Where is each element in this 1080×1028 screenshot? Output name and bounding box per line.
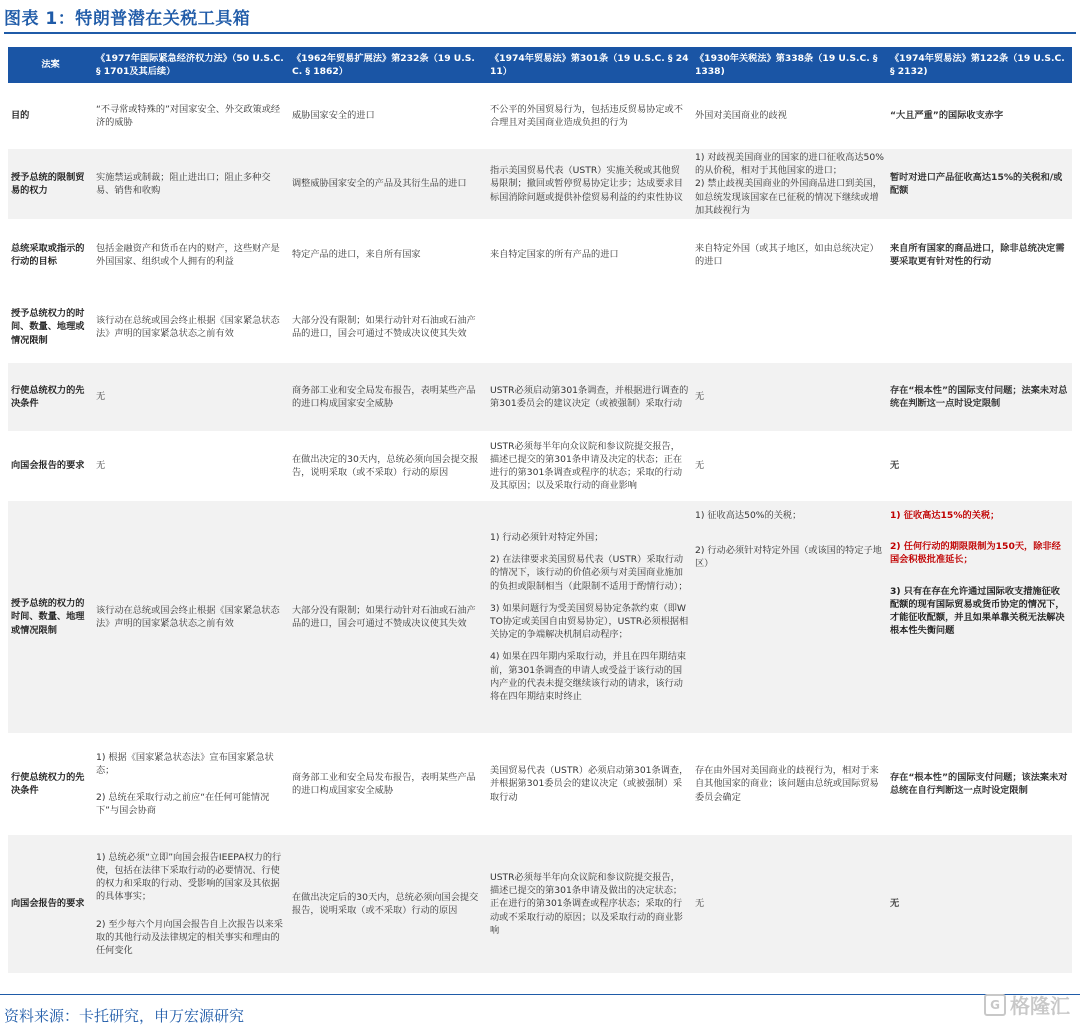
table-cell — [487, 291, 692, 363]
table-cell: 实施禁运或制裁；阻止进出口；阻止多种交易、销售和收购 — [93, 149, 289, 219]
header-cell: 《1962年贸易扩展法》第232条（19 U.S.C. § 1862） — [289, 47, 487, 83]
table-cell: 无 — [692, 363, 887, 431]
cell-line: 1) 对歧视美国商业的国家的进口征收高达50%的从价税，相对于其他国家的进口； 2) 禁止歧视美国商业的外国商品进口到美国，如总统发现该国家在已征税的情况下继续或增加其歧视行为 — [695, 152, 884, 216]
table-cell — [93, 733, 289, 835]
row-label: 目的 — [8, 83, 93, 149]
cell-paragraph: 1) 行动必须针对特定外国； — [490, 531, 604, 543]
cell-paragraph: 3) 只有在存在允许通过国际收支措施征收配额的现有国际贸易或货币协定的情况下，才能征收配额，并且如果单靠关税无法解决根本性失衡问题 — [890, 585, 1065, 637]
table-cell: 特定产品的进口，来自所有国家 — [289, 219, 487, 291]
table-cell — [487, 501, 692, 733]
table-row — [8, 83, 1072, 149]
cell-paragraph: 1) 征收高达15%的关税； — [890, 510, 1000, 522]
table-cell: 外国对美国商业的歧视 — [692, 83, 887, 149]
row-label: 向国会报告的要求 — [8, 835, 93, 973]
header-cell: 《1977年国际紧急经济权力法》（50 U.S.C. § 1701及其后续） — [93, 47, 289, 83]
cell-paragraph: 2) 在法律要求美国贸易代表（USTR）采取行动的情况下，该行动的价值必须与对美国商业施加的负担或限制相当（此限制不适用于酌情行动）； — [490, 554, 688, 592]
table-cell — [93, 835, 289, 973]
table-cell: 包括金融资产和货币在内的财产，这些财产是外国国家、组织或个人拥有的利益 — [93, 219, 289, 291]
row-label: 总统采取或指示的行动的目标 — [8, 219, 93, 291]
table-cell — [692, 291, 887, 363]
table-cell: “大且严重”的国际收支赤字 — [887, 83, 1072, 149]
table-cell: USTR必须启动第301条调查，并根据进行调查的第301委员会的建议决定（或被强制）采取行动 — [487, 363, 692, 431]
row-label: 行使总统权力的先决条件 — [8, 363, 93, 431]
cell-paragraph: 4) 如果在四年期内采取行动，并且在四年期结束前，第301条调查的申请人或受益于该行动的国内产业的代表未提交继续该行动的请求，该行动将在四年期结束时终止 — [490, 651, 687, 702]
table-cell: 无 — [692, 835, 887, 973]
row-label: 授予总统的限制贸易的权力 — [8, 149, 93, 219]
table-row — [8, 149, 1072, 219]
table-cell — [887, 501, 1072, 733]
cell-paragraph: 2) 至少每六个月向国会报告自上次报告以来采取的其他行动及法律规定的相关事实和理由的任何变化 — [96, 918, 283, 957]
cell-paragraph: 2) 总统在采取行动之前应“在任何可能情况下”与国会协商 — [96, 792, 270, 817]
table-cell: 商务部工业和安全局发布报告，表明某些产品的进口构成国家安全威胁 — [289, 733, 487, 835]
table-cell: 美国贸易代表（USTR）必须启动第301条调查，并根据第301委员会的建议决定（或被强制）采取行动 — [487, 733, 692, 835]
header-cell: 《1930年关税法》第338条（19 U.S.C. § 1338) — [692, 47, 887, 83]
header-cell: 法案 — [8, 47, 93, 83]
cell-paragraph: 2) 行动必须针对特定外国（或该国的特定子地区） — [695, 545, 882, 570]
logo-icon: G — [984, 994, 1006, 1016]
table-cell: 大部分没有限制；如果行动针对石油或石油产品的进口，国会可通过不赞成决议使其失效 — [289, 501, 487, 733]
cell-paragraph: 1) 根据《国家紧急状态法》宣布国家紧急状态； — [96, 751, 274, 776]
table-cell: 指示美国贸易代表（USTR）实施关税或其他贸易限制；撤回或暂停贸易协定让步；达成要求目标国消除问题或提供补偿贸易利益的约束性协议 — [487, 149, 692, 219]
cell-paragraph: 2) 任何行动的期限限制为150天，除非经国会积极批准延长； — [890, 541, 1061, 566]
table-cell: 不公平的外国贸易行为，包括违反贸易协定或不合理且对美国商业造成负担的行为 — [487, 83, 692, 149]
row-label: 向国会报告的要求 — [8, 431, 93, 501]
cell-paragraph: 1) 总统必须“立即”向国会报告IEEPA权力的行使，包括在法律下采取行动的必要情况、行使的权力和采取的行动、受影响的国家及其依据的具体事实； — [96, 851, 282, 903]
cell-paragraph: 3) 如果问题行为受美国贸易协定条款约束（即WTO协定或美国自由贸易协定），USTR必须根据相关协定的争端解决机制启动程序； — [490, 602, 689, 641]
table-cell: 该行动在总统或国会终止根据《国家紧急状态法》声明的国家紧急状态之前有效 — [93, 291, 289, 363]
table-cell: 大部分没有限制；如果行动针对石油或石油产品的进口，国会可通过不赞成决议使其失效 — [289, 291, 487, 363]
tariff-toolbox-table — [8, 47, 1072, 973]
table-row — [8, 501, 1072, 733]
row-label: 授予总统的权力的时间、数量、地理或情况限制 — [8, 501, 93, 733]
row-label: 行使总统权力的先决条件 — [8, 733, 93, 835]
table-cell: 存在由外国对美国商业的歧视行为，相对于来自其他国家的商业；该问题由总统或国际贸易委员会确定 — [692, 733, 887, 835]
table-row — [8, 291, 1072, 363]
header-cell: 《1974年贸易法》第122条（19 U.S.C. § 2132) — [887, 47, 1072, 83]
table-cell: 存在“根本性”的国际支付问题；法案未对总统在判断这一点时设定限制 — [887, 363, 1072, 431]
footer-divider — [0, 994, 1080, 995]
header-cell: 《1974年贸易法》第301条（19 U.S.C. § 2411） — [487, 47, 692, 83]
cell-paragraph: 1) 征收高达50%的关税； — [695, 510, 802, 522]
table-cell: 商务部工业和安全局发布报告，表明某些产品的进口构成国家安全威胁 — [289, 363, 487, 431]
figure-title: 图表 1：特朗普潜在关税工具箱 — [4, 9, 251, 29]
table-row — [8, 835, 1072, 973]
table-cell: 无 — [93, 363, 289, 431]
table-cell: USTR必须每半年向众议院和参议院提交报告，描述已提交的第301条申请及做出的决定状态；正在进行的第301条调查或程序状态；采取的行动或不采取行动的原因；以及采取行动的商业影响 — [487, 835, 692, 973]
row-label: 授予总统权力的时间、数量、地理或情况限制 — [8, 291, 93, 363]
table-cell: 存在“根本性”的国际支付问题；该法案未对总统在自行判断这一点时设定限制 — [887, 733, 1072, 835]
table-cell: 暂时对进口产品征收高达15%的关税和/或配额 — [887, 149, 1072, 219]
table-cell: 无 — [93, 431, 289, 501]
table-cell: “不寻常或特殊的”对国家安全、外交政策或经济的威胁 — [93, 83, 289, 149]
title-divider — [4, 32, 1076, 34]
table-cell: 在做出决定的30天内，总统必须向国会提交报告，说明采取（或不采取）行动的原因 — [289, 431, 487, 501]
table-cell: 来自特定外国（或其子地区，如由总统决定）的进口 — [692, 219, 887, 291]
table-cell: USTR必须每半年向众议院和参议院提交报告，描述已提交的第301条申请及决定的状态；正在进行的第301条调查或程序的状态；采取的行动及其原因；以及采取行动的商业影响 — [487, 431, 692, 501]
table-cell: 调整威胁国家安全的产品及其衍生品的进口 — [289, 149, 487, 219]
table-cell: 该行动在总统或国会终止根据《国家紧急状态法》声明的国家紧急状态之前有效 — [93, 501, 289, 733]
table-header-row — [8, 47, 1072, 83]
table-cell: 无 — [692, 431, 887, 501]
table-row — [8, 733, 1072, 835]
table-row — [8, 431, 1072, 501]
table-cell: 威胁国家安全的进口 — [289, 83, 487, 149]
table-cell: 无 — [887, 835, 1072, 973]
table-cell: 在做出决定后的30天内，总统必须向国会提交报告，说明采取（或不采取）行动的原因 — [289, 835, 487, 973]
table-cell — [692, 501, 887, 733]
table-cell: 来自所有国家的商品进口，除非总统决定需要采取更有针对性的行动 — [887, 219, 1072, 291]
table-cell — [692, 149, 887, 219]
table-cell: 无 — [887, 431, 1072, 501]
table-cell: 来自特定国家的所有产品的进口 — [487, 219, 692, 291]
table-cell — [887, 291, 1072, 363]
watermark-text: 格隆汇 — [1010, 994, 1070, 1018]
table-row — [8, 363, 1072, 431]
source-note: 资料来源：卡托研究，申万宏源研究 — [4, 1007, 245, 1025]
watermark-logo — [984, 990, 1070, 1019]
table-row — [8, 219, 1072, 291]
